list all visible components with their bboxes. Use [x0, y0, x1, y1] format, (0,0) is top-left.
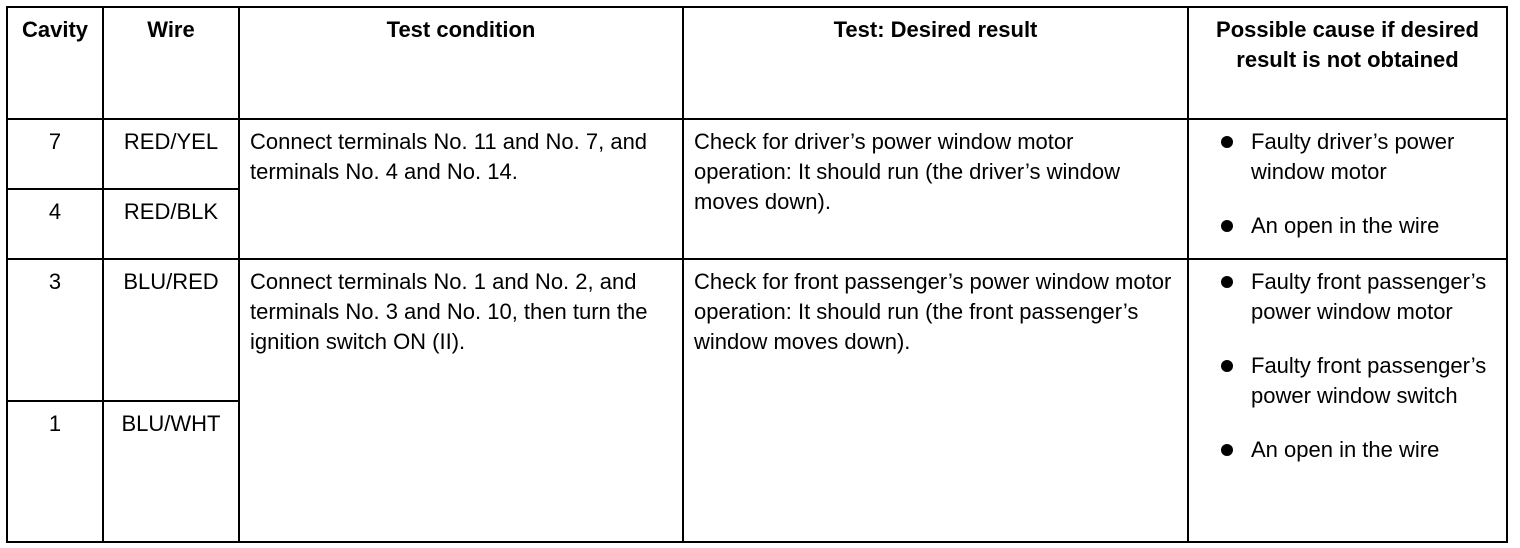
cause-text: An open in the wire: [1251, 437, 1440, 462]
header-wire: Wire: [103, 7, 239, 119]
cause-list: [1199, 267, 1496, 465]
wire-cell: BLU/WHT: [103, 401, 239, 542]
bullet-icon: [1221, 444, 1233, 456]
header-cavity: Cavity: [7, 7, 103, 119]
header-possible-cause: Possible cause if desired result is not obtained: [1188, 7, 1507, 119]
cause-item: [1199, 351, 1496, 411]
cause-list: [1199, 127, 1496, 241]
desired-result-cell: Check for front passenger’s power window motor operation: It should run (the front passenger’s window moves down).: [683, 259, 1188, 542]
bullet-icon: [1221, 220, 1233, 232]
bullet-icon: [1221, 360, 1233, 372]
header-desired-result: Test: Desired result: [683, 7, 1188, 119]
cavity-cell: 3: [7, 259, 103, 401]
cavity-cell: 4: [7, 189, 103, 259]
header-row: [7, 7, 1507, 119]
table-row: [7, 119, 1507, 189]
table-row: [7, 259, 1507, 401]
cause-item: [1199, 211, 1496, 241]
wire-cell: BLU/RED: [103, 259, 239, 401]
cause-text: Faulty front passenger’s power window switch: [1251, 353, 1487, 408]
cause-text: An open in the wire: [1251, 213, 1440, 238]
cavity-cell: 1: [7, 401, 103, 542]
bullet-icon: [1221, 136, 1233, 148]
wire-cell: RED/BLK: [103, 189, 239, 259]
possible-cause-cell: [1188, 119, 1507, 259]
cavity-cell: 7: [7, 119, 103, 189]
cause-item: [1199, 435, 1496, 465]
cause-text: Faulty driver’s power window motor: [1251, 129, 1455, 184]
diagnostic-table: [6, 6, 1508, 543]
bullet-icon: [1221, 276, 1233, 288]
cause-item: [1199, 267, 1496, 327]
cause-item: [1199, 127, 1496, 187]
test-condition-cell: Connect terminals No. 11 and No. 7, and terminals No. 4 and No. 14.: [239, 119, 683, 259]
wire-cell: RED/YEL: [103, 119, 239, 189]
cause-text: Faulty front passenger’s power window motor: [1251, 269, 1487, 324]
test-condition-cell: Connect terminals No. 1 and No. 2, and terminals No. 3 and No. 10, then turn the ignition switch ON (II).: [239, 259, 683, 542]
header-test-condition: Test condition: [239, 7, 683, 119]
desired-result-cell: Check for driver’s power window motor operation: It should run (the driver’s window moves down).: [683, 119, 1188, 259]
possible-cause-cell: [1188, 259, 1507, 542]
